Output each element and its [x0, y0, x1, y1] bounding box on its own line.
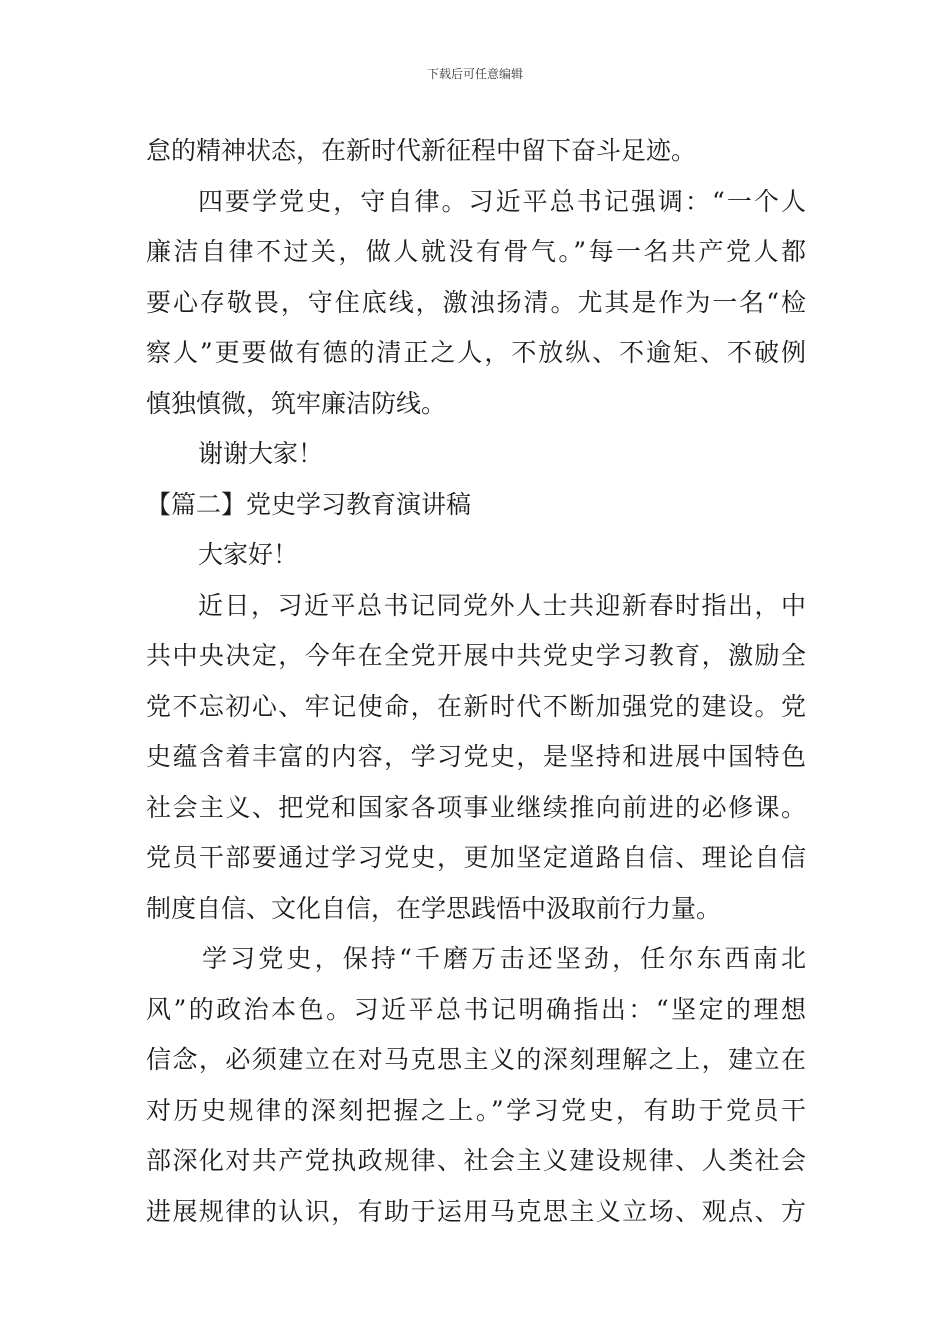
text-line: 部深化对共产党执政规律、社会主义建设规律、人类社会	[146, 1146, 806, 1175]
text-line: 史蕴含着丰富的内容，学习党史，是坚持和进展中国特色	[146, 742, 806, 771]
closing-line: 谢谢大家！	[198, 439, 324, 468]
text-line: 风”的政治本色。习近平总书记明确指出：“坚定的理想	[146, 994, 806, 1024]
text-line: 党不忘初心、牢记使命，在新时代不断加强党的建设。党	[146, 691, 806, 721]
text-line: 察人”更要做有德的清正之人，不放纵、不逾矩、不破例	[146, 338, 806, 367]
text-line: 廉洁自律不过关，做人就没有骨气。”每一名共产党人都	[146, 237, 806, 266]
text-line: 慎独慎微，筑牢廉洁防线。	[146, 388, 447, 418]
paragraph-line: 四要学党史，守自律。习近平总书记强调：“一个人	[198, 186, 806, 216]
text-line: 进展规律的认识，有助于运用马克思主义立场、观点、方	[146, 1196, 806, 1226]
document-body	[146, 126, 806, 1237]
section-heading: 【篇二】党史学习教育演讲稿	[146, 489, 472, 519]
text-line: 社会主义、把党和国家各项事业继续推向前进的必修课。	[146, 792, 806, 822]
text-line: 制度自信、文化自信，在学思践悟中汲取前行力量。	[146, 893, 722, 923]
text-line: 党员干部要通过学习党史，更加坚定道路自信、理论自信	[146, 843, 806, 872]
text-line: 要心存敬畏，守住底线，激浊扬清。尤其是作为一名“检	[146, 287, 806, 317]
paragraph-line: 学习党史，保持“千磨万击还坚劲，任尔东西南北	[202, 944, 806, 973]
text-line: 共中央决定，今年在全党开展中共党史学习教育，激励全	[146, 641, 806, 670]
text-line: 信念，必须建立在对马克思主义的深刻理解之上，建立在	[146, 1045, 806, 1074]
greeting-line: 大家好！	[198, 540, 299, 569]
text-line: 对历史规律的深刻把握之上。”学习党史，有助于党员干	[146, 1095, 806, 1125]
paragraph-line: 近日，习近平总书记同党外人士共迎新春时指出，中	[198, 590, 806, 620]
text-line: 怠的精神状态，在新时代新征程中留下奋斗足迹。	[146, 136, 697, 165]
page-header: 下载后可任意编辑	[426, 67, 523, 81]
